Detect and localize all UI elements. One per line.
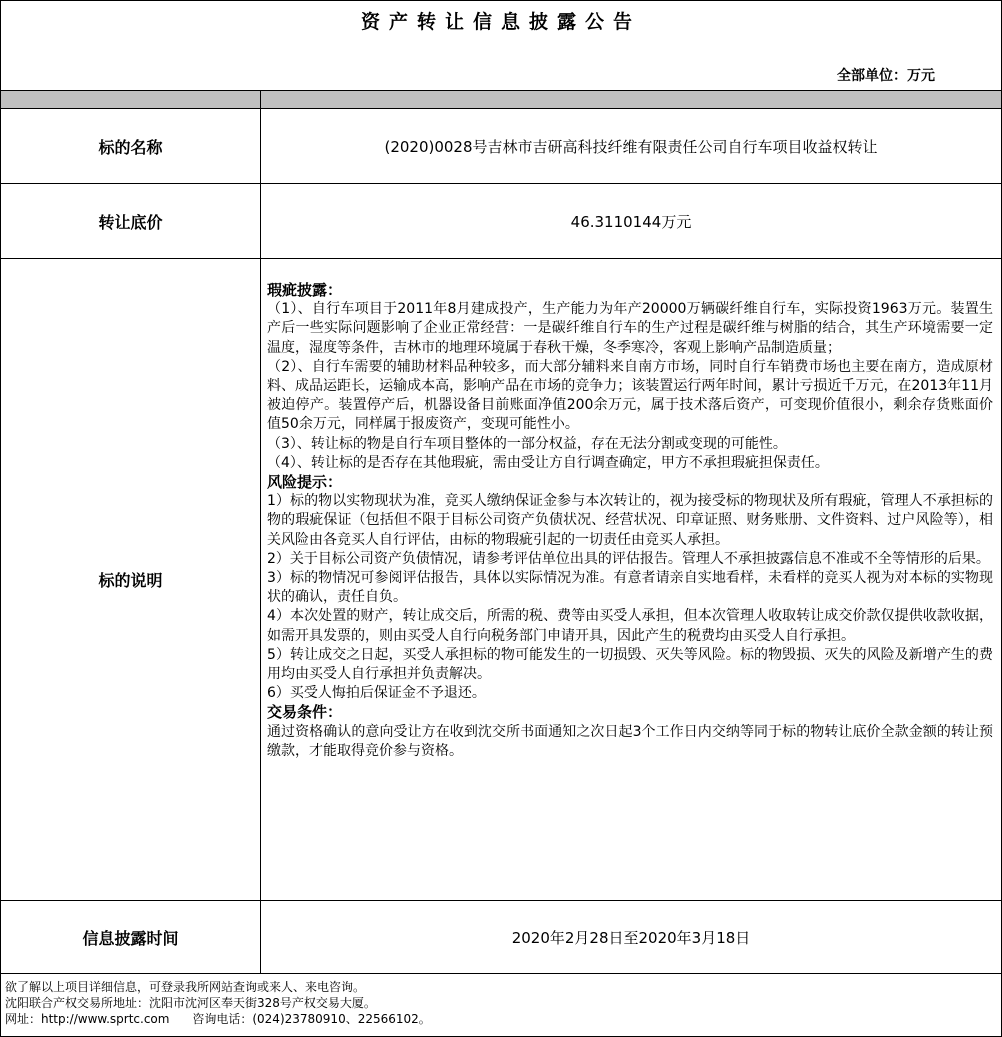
row-label-time: 信息披露时间 <box>1 901 261 973</box>
risk-item-6: 6）买受人悔拍后保证金不予退还。 <box>267 685 486 702</box>
trade-terms-heading: 交易条件： <box>267 703 343 722</box>
footer-line-inquiry: 欲了解以上项目详细信息，可登录我所网站查询或来人、来电咨询。 <box>5 980 366 994</box>
flaw-item-1: （1）、自行车项目于2011年8月建成投产，生产能力为年产20000万辆碳纤维自行车，实际投资1963万元。装置生产后一些实际问题影响了企业正常经营：一是碳纤维自行车的生产过程是碳纤维与树脂的结合，其生产环境需要一定温度，湿度等条件，吉林市的地理环境属于春秋干燥，冬季寒冷，客观上影响产品制造质量； <box>267 301 993 356</box>
page-title: 资产转让信息披露公告 <box>360 11 641 33</box>
risk-item-5: 5）转让成交之日起，买受人承担标的物可能发生的一切损毁、灭失等风险。标的物毁损、灭失的风险及新增产生的费用均由买受人自行承担并负责解决。 <box>267 646 993 683</box>
risk-item-2: 2）关于目标公司资产负债情况，请参考评估单位出具的评估报告。管理人不承担披露信息不准或不全等情形的后果。 <box>267 550 990 567</box>
footer-line-address: 沈阳联合产权交易所地址：沈阳市沈河区奉天街328号产权交易大厦。 <box>5 996 376 1010</box>
table-row-description <box>1 258 1001 900</box>
row-value-description <box>261 259 1001 900</box>
risk-item-3: 3）标的物情况可参阅评估报告，具体以实际情况为准。有意者请亲自实地看样，未看样的竞买人视为对本标的实物现状的确认，责任自负。 <box>267 570 993 606</box>
flaw-item-2: （2）、自行车需要的辅助材料品种较多，而大部分辅料来自南方市场，同时自行车销费市场也主要在南方，造成原材料、成品运距长，运输成本高，影响产品在市场的竞争力；该装置运行两年时间，累计亏损近千万元，在2013年11月被迫停产。装置停产后，机器设备目前账面净值200余万元，属于技术落后资产，可变现价值很小，剩余存货账面价值50余万元，同样属于报废资产，变现可能性小。 <box>267 358 993 433</box>
table-row-price <box>1 183 1001 258</box>
trade-terms-item: 通过资格确认的意向受让方在收到沈交所书面通知之次日起3个工作日内交纳等同于标的物转让底价全款金额的转让预缴款，才能取得竞价参与资格。 <box>267 723 993 759</box>
row-value-time: 2020年2月28日至2020年3月18日 <box>511 928 751 947</box>
header-cell-left <box>1 91 261 108</box>
row-label-price: 转让底价 <box>1 184 261 258</box>
row-label-name: 标的名称 <box>1 109 261 183</box>
row-value-name: (2020)0028号吉林市吉研高科技纤维有限责任公司自行车项目收益权转让 <box>384 137 878 156</box>
flaw-disclosure-heading: 瑕疵披露： <box>267 281 343 299</box>
header-cell-right <box>261 91 1001 108</box>
flaw-item-4: （4）、转让标的是否存在其他瑕疵，需由受让方自行调查确定，甲方不承担瑕疵担保责任。 <box>267 454 829 471</box>
footer-line-contact: 网址：http://www.sprtc.com 咨询电话：(024)23780910、22566102。 <box>5 1012 431 1026</box>
row-value-price: 46.3110144万元 <box>570 212 692 231</box>
footer-info <box>5 979 431 1027</box>
risk-item-1: 1）标的物以实物现状为准，竞买人缴纳保证金参与本次转让的，视为接受标的物现状及所有瑕疵，管理人不承担标的物的瑕疵保证（包括但不限于目标公司资产负债状况、经营状况、印章证照、财务账册、文件资料、过户风险等），相关风险由各竞买人自行评估，由标的物瑕疵引起的一切责任由竞买人承担。 <box>267 493 993 548</box>
flaw-item-3: （3）、转让标的物是自行车项目整体的一部分权益，存在无法分割或变现的可能性。 <box>267 435 787 452</box>
risk-heading: 风险提示： <box>267 473 343 492</box>
table-row-name <box>1 108 1001 183</box>
table-row-time <box>1 900 1001 974</box>
row-label-description: 标的说明 <box>1 259 261 900</box>
table-header-row <box>1 90 1001 108</box>
risk-item-4: 4）本次处置的财产，转让成交后，所需的税、费等由买受人承担，但本次管理人收取转让成交价款仅提供收款收据，如需开具发票的，则由买受人自行向税务部门申请开具，因此产生的税费均由买受人自行承担。 <box>267 608 993 644</box>
unit-label: 全部单位：万元 <box>837 68 935 84</box>
info-table <box>1 90 1001 974</box>
